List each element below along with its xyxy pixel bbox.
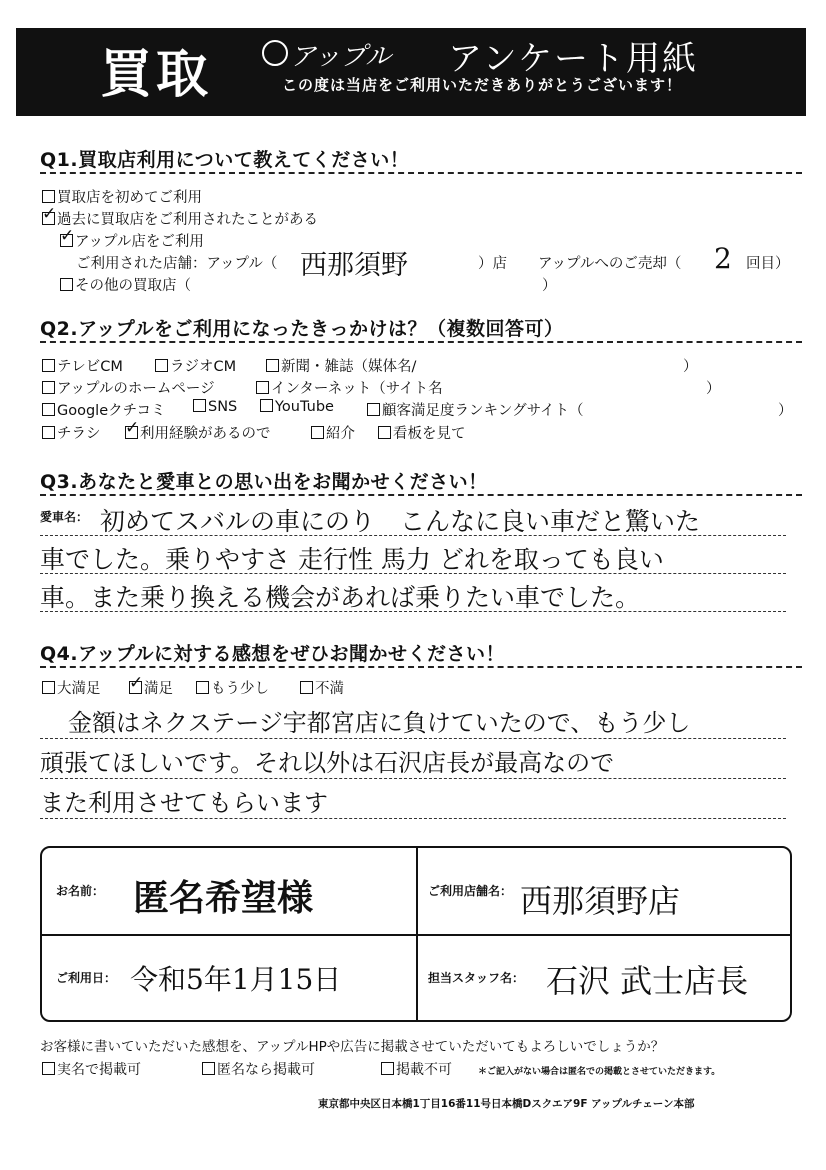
apple-logo-text: アップル bbox=[290, 42, 392, 72]
q2-option-homepage[interactable]: アップルのホームページ bbox=[42, 377, 215, 398]
store-label: ご利用店舗名： bbox=[428, 884, 513, 898]
q3-car-label: 愛車名： bbox=[40, 510, 89, 524]
q2-title: Q2.アップルをご利用になったきっかけは？（複数回答可） bbox=[40, 318, 564, 340]
q1-store-label: ご利用された店舗：アップル（ bbox=[76, 256, 278, 272]
q4-line-1[interactable]: 金額はネクステージ宇都宮店に負けていたので、もう少し bbox=[68, 709, 691, 737]
q3-title: Q3.あなたと愛車との思い出をお聞かせください！ bbox=[40, 471, 488, 493]
q2-option-referral[interactable]: 紹介 bbox=[311, 422, 355, 443]
q2-row1-close: ） bbox=[683, 359, 698, 375]
checkbox[interactable] bbox=[196, 681, 209, 694]
publish-option-real-name[interactable]: 実名で掲載可 bbox=[42, 1059, 141, 1079]
q1-option-past[interactable]: ✓過去に買取店をご利用されたことがある bbox=[42, 208, 318, 229]
q2-option-experience[interactable]: ✓ 利用経験があるので bbox=[125, 422, 271, 443]
q1-other-close: ） bbox=[542, 278, 557, 294]
checkbox-checked[interactable] bbox=[125, 426, 138, 439]
q1-title: Q1.買取店利用について教えてください！ bbox=[40, 149, 410, 171]
checkbox[interactable] bbox=[42, 359, 55, 372]
q3-line-3[interactable]: 車。また乗り換える機会があれば乗りたい車でした。 bbox=[40, 583, 641, 612]
q4-line-3[interactable]: また利用させてもらいます bbox=[40, 789, 328, 817]
q2-option-sns[interactable]: SNS bbox=[193, 399, 237, 415]
q1-divider bbox=[40, 172, 802, 174]
checkbox[interactable] bbox=[300, 681, 313, 694]
checkbox[interactable] bbox=[381, 1062, 394, 1075]
q4-option-satisfied[interactable]: ✓ 満足 bbox=[129, 677, 173, 698]
q1-store-value[interactable]: 西那須野 bbox=[300, 250, 408, 281]
q1-store-suffix: ）店 bbox=[478, 256, 507, 272]
q1-option-first[interactable]: 買取店を初めてご利用 bbox=[42, 186, 202, 207]
date-label: ご利用日： bbox=[56, 971, 117, 985]
survey-title: アンケート用紙 bbox=[448, 39, 698, 79]
staff-label: 担当スタッフ名： bbox=[428, 971, 525, 985]
q1-count-suffix: 回目） bbox=[746, 256, 790, 272]
staff-value[interactable]: 石沢 武士店長 bbox=[546, 962, 749, 1000]
q2-option-internet[interactable]: インターネット（サイト名 bbox=[256, 377, 443, 398]
checkbox[interactable] bbox=[378, 426, 391, 439]
q2-option-signboard[interactable]: 看板を見て bbox=[378, 422, 466, 443]
publish-note: ＊ご記入がない場合は匿名での掲載とさせていただきます。 bbox=[478, 1067, 721, 1077]
q2-divider bbox=[40, 341, 802, 343]
publish-question: お客様に書いていただいた感想を、アップルHPや広告に掲載させていただいてもよろしいでしょうか？ bbox=[40, 1039, 665, 1055]
q3-ruled-line bbox=[40, 611, 786, 612]
q4-option-very-satisfied[interactable]: 大満足 bbox=[42, 677, 101, 698]
q2-option-newspaper[interactable]: 新聞・雑誌（媒体名/ bbox=[266, 355, 416, 376]
checkbox-checked[interactable] bbox=[60, 234, 73, 247]
q3-line-1[interactable]: 初めてスバルの車にのり こんなに良い車だと驚いた bbox=[100, 507, 701, 536]
q1-count-value[interactable]: 2 bbox=[714, 242, 732, 275]
checkbox[interactable] bbox=[256, 381, 269, 394]
q1-option-other[interactable]: その他の買取店（ bbox=[60, 274, 191, 295]
checkbox[interactable] bbox=[42, 403, 55, 416]
publish-option-no[interactable]: 掲載不可 bbox=[381, 1059, 452, 1079]
checkbox[interactable] bbox=[42, 681, 55, 694]
company-address: 東京都中央区日本橋1丁目16番11号日本橋Dスクエア9F アップルチェーン本部 bbox=[318, 1098, 695, 1110]
checkbox[interactable] bbox=[60, 278, 73, 291]
q4-option-dissatisfied[interactable]: 不満 bbox=[300, 677, 344, 698]
checkbox[interactable] bbox=[193, 399, 206, 412]
checkbox[interactable] bbox=[266, 359, 279, 372]
q3-divider bbox=[40, 494, 802, 496]
q2-option-radiocm[interactable]: ラジオCM bbox=[155, 355, 236, 376]
q1-count-label: アップルへのご売却（ bbox=[538, 256, 682, 272]
checkbox[interactable] bbox=[367, 403, 380, 416]
checkbox[interactable] bbox=[42, 426, 55, 439]
q2-option-ranking[interactable]: 顧客満足度ランキングサイト（ bbox=[367, 399, 584, 420]
q2-row3-close: ） bbox=[778, 403, 793, 419]
q4-divider bbox=[40, 666, 802, 668]
thanks-message: この度は当店をご利用いただきありがとうございます！ bbox=[282, 76, 683, 94]
q3-ruled-line bbox=[40, 535, 786, 536]
q1-option-apple[interactable]: ✓アップル店をご利用 bbox=[60, 230, 204, 251]
q4-ruled-line bbox=[40, 778, 786, 779]
kaitori-title: 買取 bbox=[100, 45, 213, 105]
q2-option-tvcm[interactable]: テレビCM bbox=[42, 355, 123, 376]
q3-ruled-line bbox=[40, 573, 786, 574]
checkbox[interactable] bbox=[42, 381, 55, 394]
q4-title: Q4.アップルに対する感想をぜひお聞かせください！ bbox=[40, 643, 506, 665]
q4-ruled-line bbox=[40, 818, 786, 819]
store-value[interactable]: 西那須野店 bbox=[520, 882, 681, 920]
checkbox[interactable] bbox=[155, 359, 168, 372]
checkbox-checked[interactable] bbox=[42, 212, 55, 225]
q2-option-google[interactable]: Googleクチコミ bbox=[42, 399, 166, 420]
q4-option-so-so[interactable]: もう少し bbox=[196, 677, 269, 698]
checkbox[interactable] bbox=[311, 426, 324, 439]
checkbox[interactable] bbox=[42, 1062, 55, 1075]
name-value[interactable]: 匿名希望様 bbox=[133, 878, 314, 919]
q2-row2-close: ） bbox=[706, 381, 721, 397]
name-label: お名前： bbox=[56, 884, 105, 898]
date-value[interactable]: 令和5年1月15日 bbox=[130, 963, 342, 996]
q4-ruled-line bbox=[40, 738, 786, 739]
checkbox[interactable] bbox=[202, 1062, 215, 1075]
q2-option-youtube[interactable]: YouTube bbox=[260, 399, 334, 415]
checkbox[interactable] bbox=[42, 190, 55, 203]
checkbox[interactable] bbox=[260, 399, 273, 412]
q2-option-flyer[interactable]: チラシ bbox=[42, 422, 101, 443]
q3-line-2[interactable]: 車でした。乗りやすさ 走行性 馬力 どれを取っても良い bbox=[40, 545, 664, 574]
apple-logo-icon bbox=[262, 40, 288, 66]
checkbox-checked[interactable] bbox=[129, 681, 142, 694]
publish-option-anonymous[interactable]: 匿名なら掲載可 bbox=[202, 1059, 315, 1079]
q4-line-2[interactable]: 頑張てほしいです。それ以外は石沢店長が最高なので bbox=[40, 749, 615, 777]
table-v-divider bbox=[416, 848, 418, 1020]
